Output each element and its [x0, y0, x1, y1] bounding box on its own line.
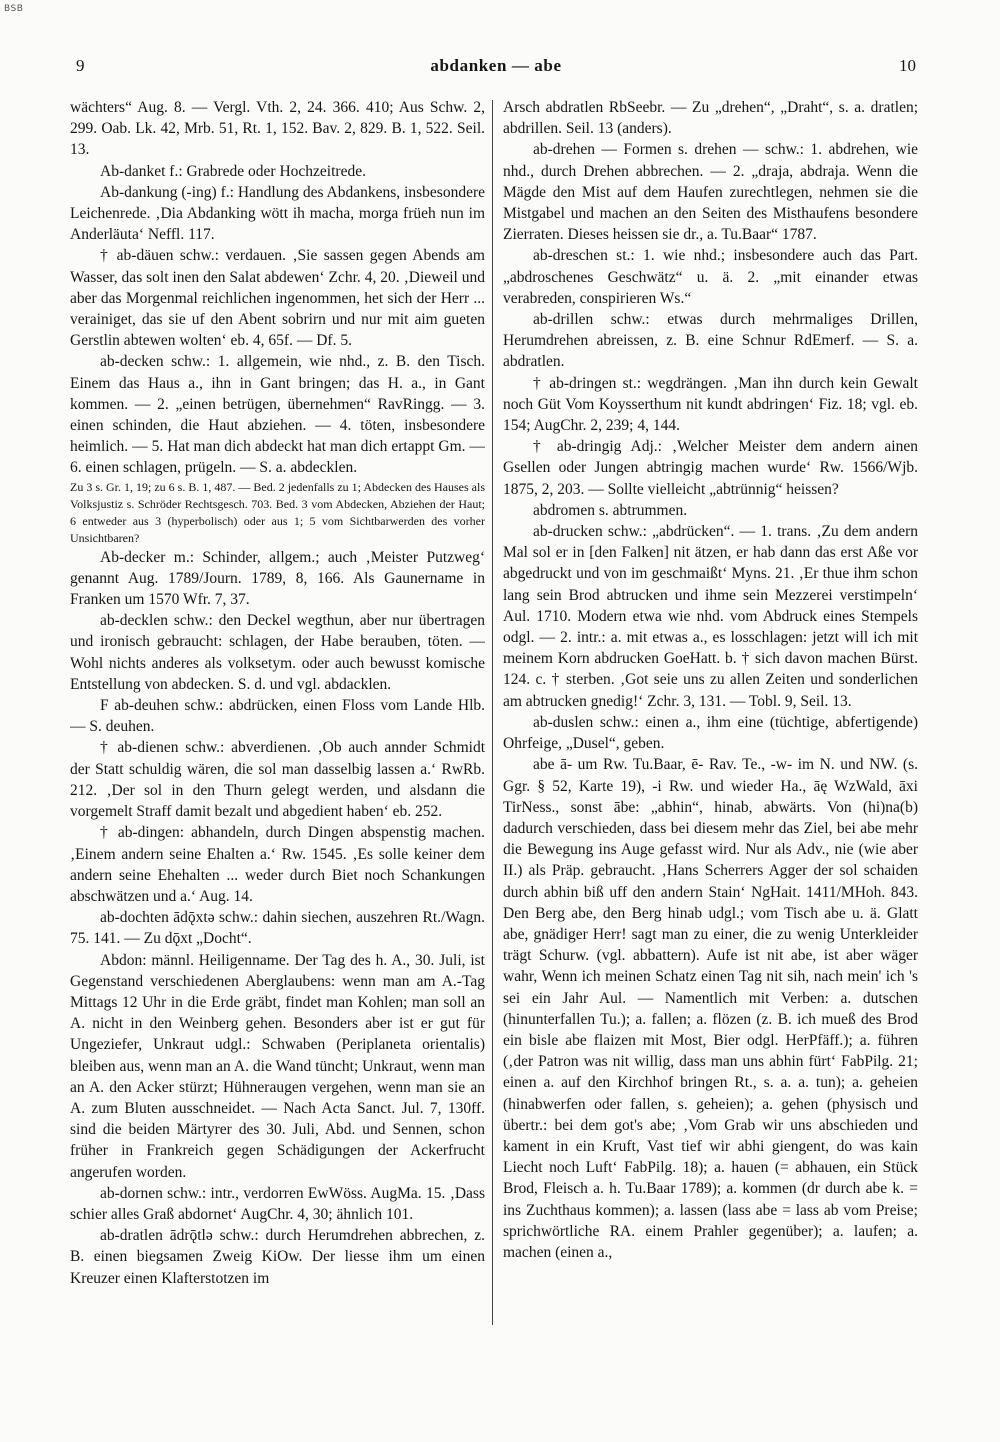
entry-abdienen: † ab-dienen schw.: abverdienen. ‚Ob auch annder Schmidt der Statt schuldig wären, die sol man dasselbig lassen a.‘ RwRb. 212. ‚Der sol in den Thurn gelegt werden, und alsdann die vorgemelt Straff damit bezalt und abgedient haben‘ eb. 252. [70, 739, 485, 821]
entry-abdon: Abdon: männl. Heiligenname. Der Tag des h. A., 30. Juli, ist Gegenstand verschiedenen Aberglaubens: wenn man am A.-Tag Mittags 12 Uhr in die Erde gräbt, findet man Kohlen; man soll an A. nicht in den Weinberg gehen. Besonders aber ist er gut für Ungeziefer, Unkraut udgl.: Schwaben (Periplaneta orientalis) bleiben aus, wenn man an A. die Wand tüncht; Unkraut, wenn man an A. den Acker stürzt; Hühneraugen vergehen, wenn man sie an A. zum Bluten ausschneidet. — Nach Acta Sanct. Jul. 7, 130ff. sind die beiden Märtyrer des 30. Juli, Abd. und Sennen, schon früher in Frankreich gegen Schädigungen der Ackerfrucht angerufen worden. [70, 951, 485, 1181]
entry-abdringig: † ab-dringig Adj.: ‚Welcher Meister dem andern ainen Gsellen oder Jungen abtringig machen wurde‘ Rw. 1566/Wjb. 1875, 2, 203. — Sollte vielleicht „abtrünnig“ heissen? [503, 438, 918, 498]
entry-abdecklen: ab-decklen schw.: den Deckel wegthun, aber nur übertragen und ironisch gebraucht: schlagen, der Habe berauben, töten. — Wohl nichts anderes als volksetym. oder auch bewusst komische Entstellung von abdecken. S. d. und vgl. abdacklen. [70, 612, 485, 693]
entry-continuation: Arsch abdratlen RbSeebr. — Zu „drehen“, „Draht“, s. a. dratlen; abdrillen. Seil. 13 (anders). [503, 99, 918, 138]
library-stamp: BSB [4, 4, 24, 14]
page-number-left: 9 [76, 56, 85, 75]
entry-abdochten: ab-dochten ādǭxtə schw.: dahin siechen, auszehren Rt./Wagn. 75. 141. — Zu dǭxt „Docht“. [70, 909, 485, 948]
entry-abdeuhen: F ab-deuhen schw.: abdrücken, einen Floss vom Lande Hlb. — S. deuhen. [70, 697, 485, 736]
column-divider [492, 100, 493, 1325]
right-column [503, 97, 918, 1327]
entry-abdankung: Ab-dankung (-ing) f.: Handlung des Abdankens, insbesondere Leichenrede. ‚Dia Abdanking wött ih macha, morga früeh nun im Anderläuta‘ Neffl. 117. [70, 183, 485, 244]
entry-abduslen: ab-duslen schw.: einen a., ihm eine (tüchtige, abfertigende) Ohrfeige, „Dusel“, geben. [503, 713, 918, 753]
entry-abdecken: ab-decken schw.: 1. allgemein, wie nhd., z. B. den Tisch. Einem das Haus a., ihn in Gant bringen; das H. a., in Gant kommen. — 2. „einen betrügen, übernehmen“ RavRingg. — 3. einen schinden, die Haut abziehen. — 4. töten, insbesondere heimlich. — 5. Hat man dich abdeckt hat man dich ertappt Gm. — 6. einen schlagen, prügeln. — S. a. abdecklen. [70, 353, 485, 477]
entry-abdratlen: ab-dratlen ādrǭtlə schw.: durch Herumdrehen abbrechen, z. B. einen biegsamen Zweig KiOw. Der liesse ihm um einen Kreuzer einen Klafterstotzen im [70, 1227, 485, 1287]
entry-abdrillen: ab-drillen schw.: etwas durch mehrmaliges Drillen, Herumdrehen abreissen, z. B. eine Schnur RdEmerf. — S. a. abdratlen. [503, 311, 918, 371]
entry-abdecker: Ab-decker m.: Schinder, allgem.; auch ‚Meister Putzweg‘ genannt Aug. 1789/Journ. 1789, 8, 166. Als Gaunername in Franken um 1570 Wfr. 7, 37. [70, 548, 485, 609]
left-column [70, 97, 485, 1327]
running-headword: abdanken — abe [430, 56, 562, 75]
entry-abdrehen: ab-drehen — Formen s. drehen — schw.: 1. abdrehen, wie nhd., durch Drehen abbrechen. — 2. „draja, abdraja. Wenn die Mägde den Mist auf dem Haufen zurechtlegen, nehmen sie die Mistgabel und machen an den Seiten des Misthaufens besondere Zierraten. Dieses heissen sie dr., a. Tu.Baar“ 1787. [503, 141, 918, 244]
entry-abdreschen: ab-dreschen st.: 1. wie nhd.; insbesondere auch das Part. „abdroschenes Geschwätz“ u. ä. 2. „mit einander etwas verabreden, conspirieren Ws.“ [503, 247, 918, 307]
entry-abe: abe ā- um Rw. Tu.Baar, ē- Rav. Te., -w- im N. und NW. (s. Ggr. § 52, Karte 19), -i Rw. und wieder Ha., āę WzWald, āxi TirNess., sonst ābe: „abhin“, hinab, abwärts. Von (hi)na(b) dadurch verschieden, dass bei diesem mehr das Ziel, bei abe mehr die Bewegung ins Auge gefasst wird. Nur als Adv., nie (wie aber II.) als Präp. gebraucht. ‚Hans Scherrers Agger der sol schaiden durch abhin biß uff den andern Stain‘ NgHait. 1411/MHoh. 843. Den Berg abe, den Berg hinab udgl.; vom Tisch abe u. ä. Glatt abe, gnädiger Herr! sagt man zu einer, die zu wenig Unterkleider trägt Schurw. (vgl. abbattern). Aufe ist nit abe, ist aber wäger wahr, Wenn ich meinen Schatz einen Tag nit sih, nach mein' ich 's sei ein Jahr Aul. — Namentlich mit Verben: a. dutschen (hinunterfallen Tu.); a. fallen; a. flözen (z. B. ich mueß des Brod ein bisle abe flaizen mit Most, Bier odgl. HerPfäff.); a. führen (‚der Patron was nit willig, dass man uns abhin fürt‘ FabPilg. 21; einen a. auf den Kirchhof bringen Rt., s. a. a. tun); a. geheien (hinabwerfen oder fallen, s. geheien); a. gehen (physisch und übertr.: bei dem got's abe; ‚Vom Grab wir uns abschieden und kament in ein Kruft, Vast tief wir abhi giengent, do was kain Liecht noch Luft‘ FabPilg. 18); a. hauen (= abhauen, ein Stück Brod, Fleisch a. h. Tu.Baar 1789); a. kommen (dr durch abe k. = ins Zuchthaus kommen); a. lassen (lass abe = lass ab vom Preise; sprichwörtliche RA. einem Prahler gegenüber); a. laufen; a. machen (einen a., [503, 756, 918, 1261]
entry-abdornen: ab-dornen schw.: intr., verdorren EwWöss. AugMa. 15. ‚Dass schier alles Graß abdornet‘ AugChr. 4, 30; ähnlich 101. [70, 1184, 485, 1223]
entry-abdingen: † ab-dingen: abhandeln, durch Dingen abspenstig machen. ‚Einem andern seine Ehalten a.‘ Rw. 1545. ‚Es solle keiner dem andern seine Ehehalten ... weder durch Biet noch Schankungen abschwätzen und a.‘ Aug. 14. [70, 824, 485, 905]
entry-abdecken-note: Zu 3 s. Gr. 1, 19; zu 6 s. B. 1, 487. — Bed. 2 jedenfalls zu 1; Abdecken des Hauses als Volksjustiz s. Schröder Rechtsgesch. 703. Bed. 3 vom Abdecken, Abziehen der Haut; 6 entweder aus 3 (hyperbolisch) oder aus 1; 5 vom Sichtbarwerden des vorher Unsichtbaren? [70, 479, 485, 545]
entry-abdromen: abdromen s. abtrummen. [533, 501, 688, 519]
entry-abdanket: Ab-danket f.: Grabrede oder Hochzeitrede. [100, 162, 366, 180]
entry-abdaeuen: † ab-däuen schw.: verdauen. ‚Sie sassen gegen Abends am Wasser, das solt inen den Salat abdewen‘ Zchr. 4, 20. ‚Dieweil und aber das Morgenmal reichlichen ingenommen, het sich der Herr ... verainiget, das sie uf den Abent sobrirn und nur mit aim gueten Gerstlin abtewen wolten‘ eb. 4, 65f. — Df. 5. [70, 247, 485, 350]
page-number-right: 10 [899, 56, 916, 75]
entry-continuation: wächters“ Aug. 8. — Vergl. Vth. 2, 24. 366. 410; Aus Schw. 2, 299. Oab. Lk. 42, Mrb. 51, Rt. 1, 152. Bav. 2, 829. B. 1, 522. Seil. 13. [70, 99, 485, 159]
entry-abdringen: † ab-dringen st.: wegdrängen. ‚Man ihn durch kein Gewalt noch Güt Vom Koysserthum nit kundt abdringen‘ Fiz. 18; vgl. eb. 154; AugChr. 2, 239; 4, 144. [503, 374, 918, 435]
running-header [76, 56, 916, 80]
entry-abdrucken: ab-drucken schw.: „abdrücken“. — 1. trans. ‚Zu dem andern Mal sol er in [den Falken] nit ätzen, er hab dann das erst Aße vor abgedruckt und von im geschmaißt‘ Myns. 21. ‚Er thue ihm schon lang sein Brod abtrucken und ihme sein Mezzerei verstimpeln‘ Aul. 1710. Modern etwa wie nhd. vom Abdruck eines Stempels odgl. — 2. intr.: a. mit etwas a., es losschlagen: jetzt will ich mit meinem Korn abdrucken GoeHatt. b. † sich davon machen Bürst. 124. c. † sterben. ‚Got seie uns zu allen Zeiten und sonderlichen am abtrucken gnedig!‘ Zchr. 3, 131. — Tobl. 9, Seil. 13. [503, 523, 918, 710]
